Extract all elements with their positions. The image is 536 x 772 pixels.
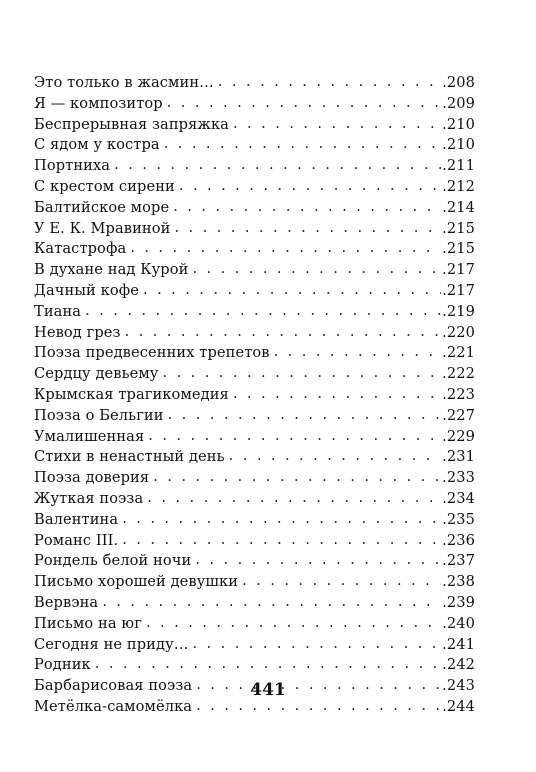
dot-leader	[195, 550, 441, 571]
dot-leader	[179, 176, 441, 197]
toc-entry-title: Сегодня не приду…	[34, 635, 189, 653]
toc-entry-title: С крестом сирени	[34, 177, 175, 195]
toc-entry-page: .234	[442, 489, 475, 507]
dot-leader	[114, 155, 441, 176]
toc-entry-page: .214	[442, 198, 475, 216]
toc-entry	[34, 156, 475, 177]
toc-entry-title: У Е. К. Мравиной	[34, 219, 171, 237]
toc-entry	[34, 385, 475, 406]
toc-entry-page: .227	[442, 406, 475, 424]
toc-entry-title: Метёлка-самомёлка	[34, 697, 193, 715]
toc-entry-title: Валентина	[34, 510, 119, 528]
toc-entry	[34, 655, 475, 676]
dot-leader	[192, 259, 441, 280]
page-number: 441	[250, 680, 286, 700]
toc-entry	[34, 198, 475, 219]
dot-leader	[173, 197, 441, 218]
toc-entry-page: .233	[442, 469, 475, 487]
toc-entry-title: Это только в жасмин…	[34, 74, 214, 91]
toc-entry-page: .210	[442, 136, 475, 154]
dot-leader	[242, 571, 441, 592]
toc-entry-page: .244	[442, 697, 475, 715]
toc-entry-title: Портниха	[34, 157, 111, 175]
dot-leader	[125, 322, 442, 343]
toc-entry-page: .231	[442, 448, 475, 466]
dot-leader	[130, 238, 441, 259]
toc-entry-page: .210	[442, 115, 475, 133]
toc-entry-page: .229	[442, 427, 475, 445]
dot-leader	[85, 301, 441, 322]
toc-entry-page: .211	[442, 157, 475, 175]
dot-leader	[153, 467, 441, 488]
toc-entry-title: Романс III.	[34, 531, 119, 549]
toc-entry-title: Рондель белой ночи	[34, 552, 192, 570]
dot-leader	[122, 530, 441, 551]
toc-entry-page: .212	[442, 177, 475, 195]
toc-entry-title: Я — композитор	[34, 94, 163, 112]
toc-entry	[34, 323, 475, 344]
toc-entry-page: .217	[442, 281, 475, 299]
toc-entry	[34, 73, 475, 94]
toc-entry-title: Письмо хорошей девушки	[34, 573, 239, 591]
toc-entry	[34, 364, 475, 385]
dot-leader	[192, 634, 441, 655]
toc-entry-title: Сердцу девьему	[34, 365, 159, 383]
toc-entry-title: С ядом у костра	[34, 136, 160, 154]
toc-entry-page: .209	[442, 94, 475, 112]
toc-entry	[34, 468, 475, 489]
dot-leader	[233, 114, 441, 135]
toc-entry-page: .223	[442, 385, 475, 403]
toc-entry-title: Родник	[34, 656, 91, 674]
dot-leader	[146, 613, 441, 634]
toc-entry-page: .239	[442, 593, 475, 611]
toc-entry	[34, 115, 475, 136]
toc-entry-page: .215	[442, 219, 475, 237]
dot-leader	[233, 384, 441, 405]
toc-entry-page: .219	[442, 302, 475, 320]
toc-entry	[34, 427, 475, 448]
toc-entry	[34, 177, 475, 198]
toc-entry-title: Катастрофа	[34, 240, 127, 258]
dot-leader	[164, 134, 441, 155]
toc-entry-page: .242	[442, 656, 475, 674]
toc-entry	[34, 447, 475, 468]
toc-entry-title: Письмо на юг	[34, 614, 142, 632]
dot-leader	[229, 446, 441, 467]
toc-entry-page: .240	[442, 614, 475, 632]
toc-entry-page: .243	[442, 677, 475, 695]
toc-entry-title: Тиана	[34, 302, 82, 320]
toc-entry-page: .217	[442, 261, 475, 279]
toc-entry	[34, 135, 475, 156]
dot-leader	[95, 654, 441, 675]
dot-leader	[102, 592, 441, 613]
dot-leader	[147, 488, 441, 509]
toc-entry	[34, 219, 475, 240]
toc-entry-title: Балтийское море	[34, 198, 170, 216]
toc-entry	[34, 239, 475, 260]
toc-entry	[34, 531, 475, 552]
toc-entry-page: .221	[442, 344, 475, 362]
dot-leader	[218, 72, 441, 93]
toc-entry	[34, 510, 475, 531]
toc-entry	[34, 260, 475, 281]
toc-entry-title: Невод грез	[34, 323, 121, 341]
toc-entry-title: В духане над Курой	[34, 261, 189, 279]
toc-entry-title: Вервэна	[34, 593, 99, 611]
toc-entry-page: .222	[442, 365, 475, 383]
dot-leader	[174, 218, 441, 239]
toc-entry	[34, 551, 475, 572]
toc-entry	[34, 593, 475, 614]
toc-entry-page: .238	[442, 573, 475, 591]
toc-entry-page: .208	[442, 74, 475, 91]
toc-entry-title: Поэза о Бельгии	[34, 406, 164, 424]
toc-entry	[34, 489, 475, 510]
toc-entry-title: Поэза доверия	[34, 469, 150, 487]
toc-entry	[34, 406, 475, 427]
toc-entry	[34, 614, 475, 635]
toc-entry-title: Беспрерывная запряжка	[34, 115, 229, 133]
toc-entry-title: Дачный кофе	[34, 281, 139, 299]
toc-entry-title: Умалишенная	[34, 427, 145, 445]
table-of-contents	[34, 73, 475, 718]
toc-entry-title: Барбарисовая поэза	[34, 677, 193, 695]
toc-entry-title: Крымская трагикомедия	[34, 385, 229, 403]
toc-entry-page: .215	[442, 240, 475, 258]
toc-entry	[34, 343, 475, 364]
dot-leader	[167, 93, 441, 114]
toc-entry	[34, 635, 475, 656]
toc-entry	[34, 94, 475, 115]
dot-leader	[148, 426, 441, 447]
dot-leader	[143, 280, 441, 301]
toc-entry-page: .236	[442, 531, 475, 549]
dot-leader	[274, 342, 442, 363]
dot-leader	[122, 509, 441, 530]
toc-entry	[34, 697, 475, 718]
dot-leader	[163, 363, 442, 384]
toc-entry-page: .241	[442, 635, 475, 653]
toc-entry	[34, 302, 475, 323]
toc-entry	[34, 281, 475, 302]
toc-entry-title: Поэза предвесенних трепетов	[34, 344, 270, 362]
dot-leader	[168, 405, 442, 426]
toc-entry-page: .237	[442, 552, 475, 570]
toc-entry-title: Стихи в ненастный день	[34, 448, 225, 466]
toc-entry-page: .235	[442, 510, 475, 528]
toc-entry-title: Жуткая поэза	[34, 489, 144, 507]
toc-entry	[34, 572, 475, 593]
toc-entry-page: .220	[442, 323, 475, 341]
